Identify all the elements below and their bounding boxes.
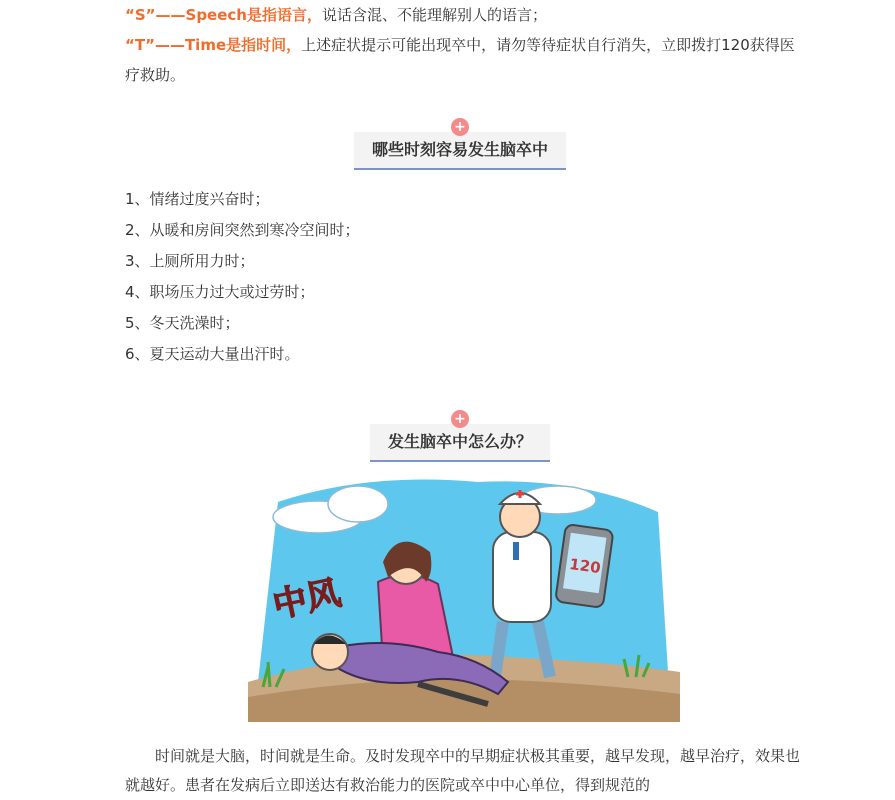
stroke-emergency-illustration	[248, 472, 680, 722]
section-title: 发生脑卒中怎么办？	[387, 432, 532, 451]
t-text: 上述症状提示可能出现卒中，请勿等待症状自行消失，立即拨打120获得医疗救助。	[125, 36, 795, 84]
section-title: 哪些时刻容易发生脑卒中	[371, 140, 548, 159]
plus-icon: +	[451, 410, 469, 428]
phone-text: 120	[568, 554, 602, 578]
risk-moment-list	[125, 184, 360, 370]
list-item: 4、职场压力过大或过劳时；	[125, 283, 315, 301]
section-header-when	[125, 119, 805, 170]
section-header-what-to-do	[125, 411, 805, 462]
section-title-box	[370, 411, 550, 462]
t-line	[125, 30, 805, 90]
section-title-box	[354, 119, 566, 170]
closing-paragraph: 时间就是大脑，时间就是生命。及时发现卒中的早期症状极其重要，越早发现，越早治疗，效果也就越好。患者在发病后立即送达有救治能力的医院或卒中中心单位，得到规范的	[125, 747, 801, 794]
list-item: 5、冬天洗澡时；	[125, 314, 240, 332]
phone-icon	[555, 524, 613, 608]
stroke-sign-text: 中风	[269, 572, 345, 627]
list-item: 2、从暖和房间突然到寒冷空间时；	[125, 221, 360, 239]
s-line	[125, 0, 547, 30]
s-label: “S”——Speech是指语言，	[125, 6, 322, 24]
plus-icon: +	[451, 118, 469, 136]
t-label: “T”——Time是指时间，	[125, 36, 302, 54]
list-item: 1、情绪过度兴奋时；	[125, 190, 270, 208]
list-item: 6、夏天运动大量出汗时。	[125, 345, 300, 363]
list-item: 3、上厕所用力时；	[125, 252, 255, 270]
s-text: 说话含混、不能理解别人的语言；	[321, 6, 547, 24]
